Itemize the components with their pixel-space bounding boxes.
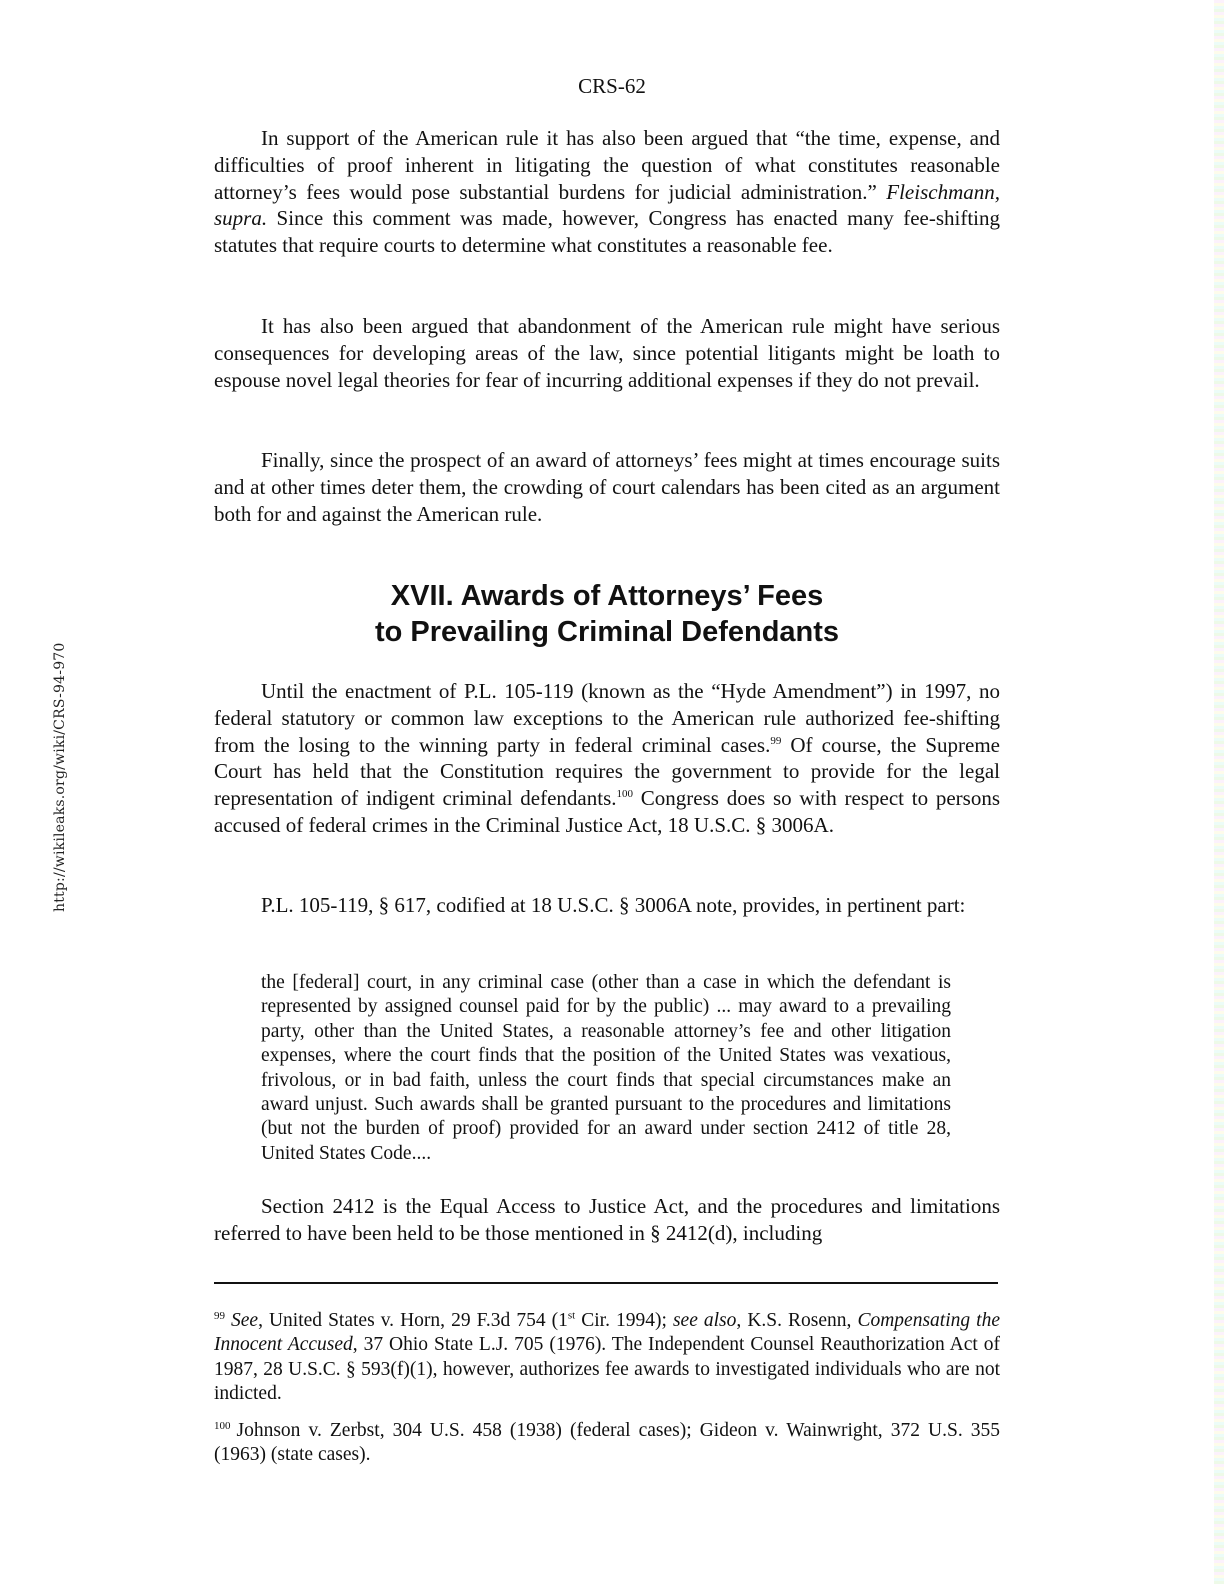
signal-italic: See xyxy=(231,1310,259,1331)
paragraph-text: It has also been argued that abandonment of the American rule might have serious consequences for developing areas of the law, since potential litigants might be loath to espouse novel legal theories for fear of incurring additional expenses if they do not prevail. xyxy=(214,314,1000,392)
footnote-separator xyxy=(214,1282,998,1284)
paragraph-text: Since this comment was made, however, Congress has enacted many fee-shifting statutes that require courts to determine what constitutes a reasonable fee. xyxy=(214,206,1000,258)
footnote-ref-99[interactable]: 99 xyxy=(770,734,782,747)
section-heading xyxy=(214,578,1000,650)
paragraph-abandonment-consequences xyxy=(214,313,1000,393)
article-title-italic: Compensating the Innocent Accused xyxy=(214,1310,1000,1356)
paragraph-section-2412 xyxy=(214,1193,1000,1247)
page-number: CRS-62 xyxy=(578,74,646,98)
paragraph-hyde-amendment xyxy=(214,678,1000,839)
paragraph-text: In support of the American rule it has also been argued that “the time, expense, and difficulties of proof inherent in litigating the question of what constitutes reasonable attorney’s fees would pose substantial burdens for judicial administration.” xyxy=(214,126,1000,204)
footnote-text: , United States v. Horn, 29 F.3d 754 (1 xyxy=(258,1310,568,1331)
footnote-text: Johnson v. Zerbst, 304 U.S. 458 (1938) (federal cases); Gideon v. Wainwright, 372 U.S. 355 (1963) (state cases). xyxy=(214,1420,1000,1466)
paragraph-american-rule-support xyxy=(214,125,1000,259)
citation-italic: Fleischmann, supra. xyxy=(214,179,1000,231)
paragraph-text: Finally, since the prospect of an award of attorneys’ fees might at times encourage suits and at other times deter them, the crowding of court calendars has been cited as an argument both for and against the American rule. xyxy=(214,448,1000,526)
footnote-number: 100 xyxy=(214,1419,231,1432)
paragraph-text: P.L. 105-119, § 617, codified at 18 U.S.C. § 3006A note, provides, in pertinent part: xyxy=(261,893,966,917)
paragraph-text: Of course, the Supreme Court has held that the Constitution requires the government to provide for the legal representation of indigent criminal defendants. xyxy=(214,732,1000,811)
footnote-99 xyxy=(214,1309,1000,1407)
statute-block-quote: the [federal] court, in any criminal case (other than a case in which the defendant is represented by assigned counsel paid for by the public) ... may award to a prevailing party, other than the United States, a reasonable attorney’s fee and other litigation expenses, where the court finds that the position of the United States was vexatious, frivolous, or in bad faith, unless the court finds that special circumstances make an award unjust. Such awards shall be granted pursuant to the procedures and limitations (but not the burden of proof) provided for an award under section 2412 of title 28, United States Code.... xyxy=(261,972,951,1164)
paragraph-text: Section 2412 is the Equal Access to Justice Act, and the procedures and limitations referred to have been held to be those mentioned in § 2412(d), including xyxy=(214,1194,1000,1245)
footnote-text: Cir. 1994); xyxy=(575,1310,673,1331)
footnote-ref-100[interactable]: 100 xyxy=(616,788,634,801)
footnote-text: , 37 Ohio State L.J. 705 (1976). The Independent Counsel Reauthorization Act of 1987, 28 U.S.C. § 593(f)(1), however, authorizes fee awards to investigated individuals who are not indicted. xyxy=(214,1334,1000,1405)
section-heading-line-2: to Prevailing Criminal Defendants xyxy=(374,616,840,648)
ordinal-suffix: st xyxy=(567,1309,576,1322)
signal-italic: see also xyxy=(672,1310,737,1331)
scan-edge-stripe xyxy=(1214,0,1224,1584)
footnote-text: , K.S. Rosenn, xyxy=(736,1310,858,1331)
side-watermark-url: http://wikileaks.org/wiki/CRS-94-970 xyxy=(52,642,68,912)
paragraph-text: Congress does so with respect to persons accused of federal crimes in the Criminal Justice Act, 18 U.S.C. § 3006A. xyxy=(214,786,1000,837)
paragraph-pl-105-119 xyxy=(214,892,1000,919)
paragraph-court-calendars xyxy=(214,447,1000,527)
paragraph-text: Until the enactment of P.L. 105-119 (known as the “Hyde Amendment”) in 1997, no federal statutory or common law exceptions to the American rule authorized fee-shifting from the losing to the winning party in federal criminal cases. xyxy=(214,679,1000,757)
footnote-number: 99 xyxy=(214,1309,225,1322)
section-heading-line-1: XVII. Awards of Attorneys’ Fees xyxy=(390,580,824,612)
footnote-100 xyxy=(214,1419,1000,1468)
